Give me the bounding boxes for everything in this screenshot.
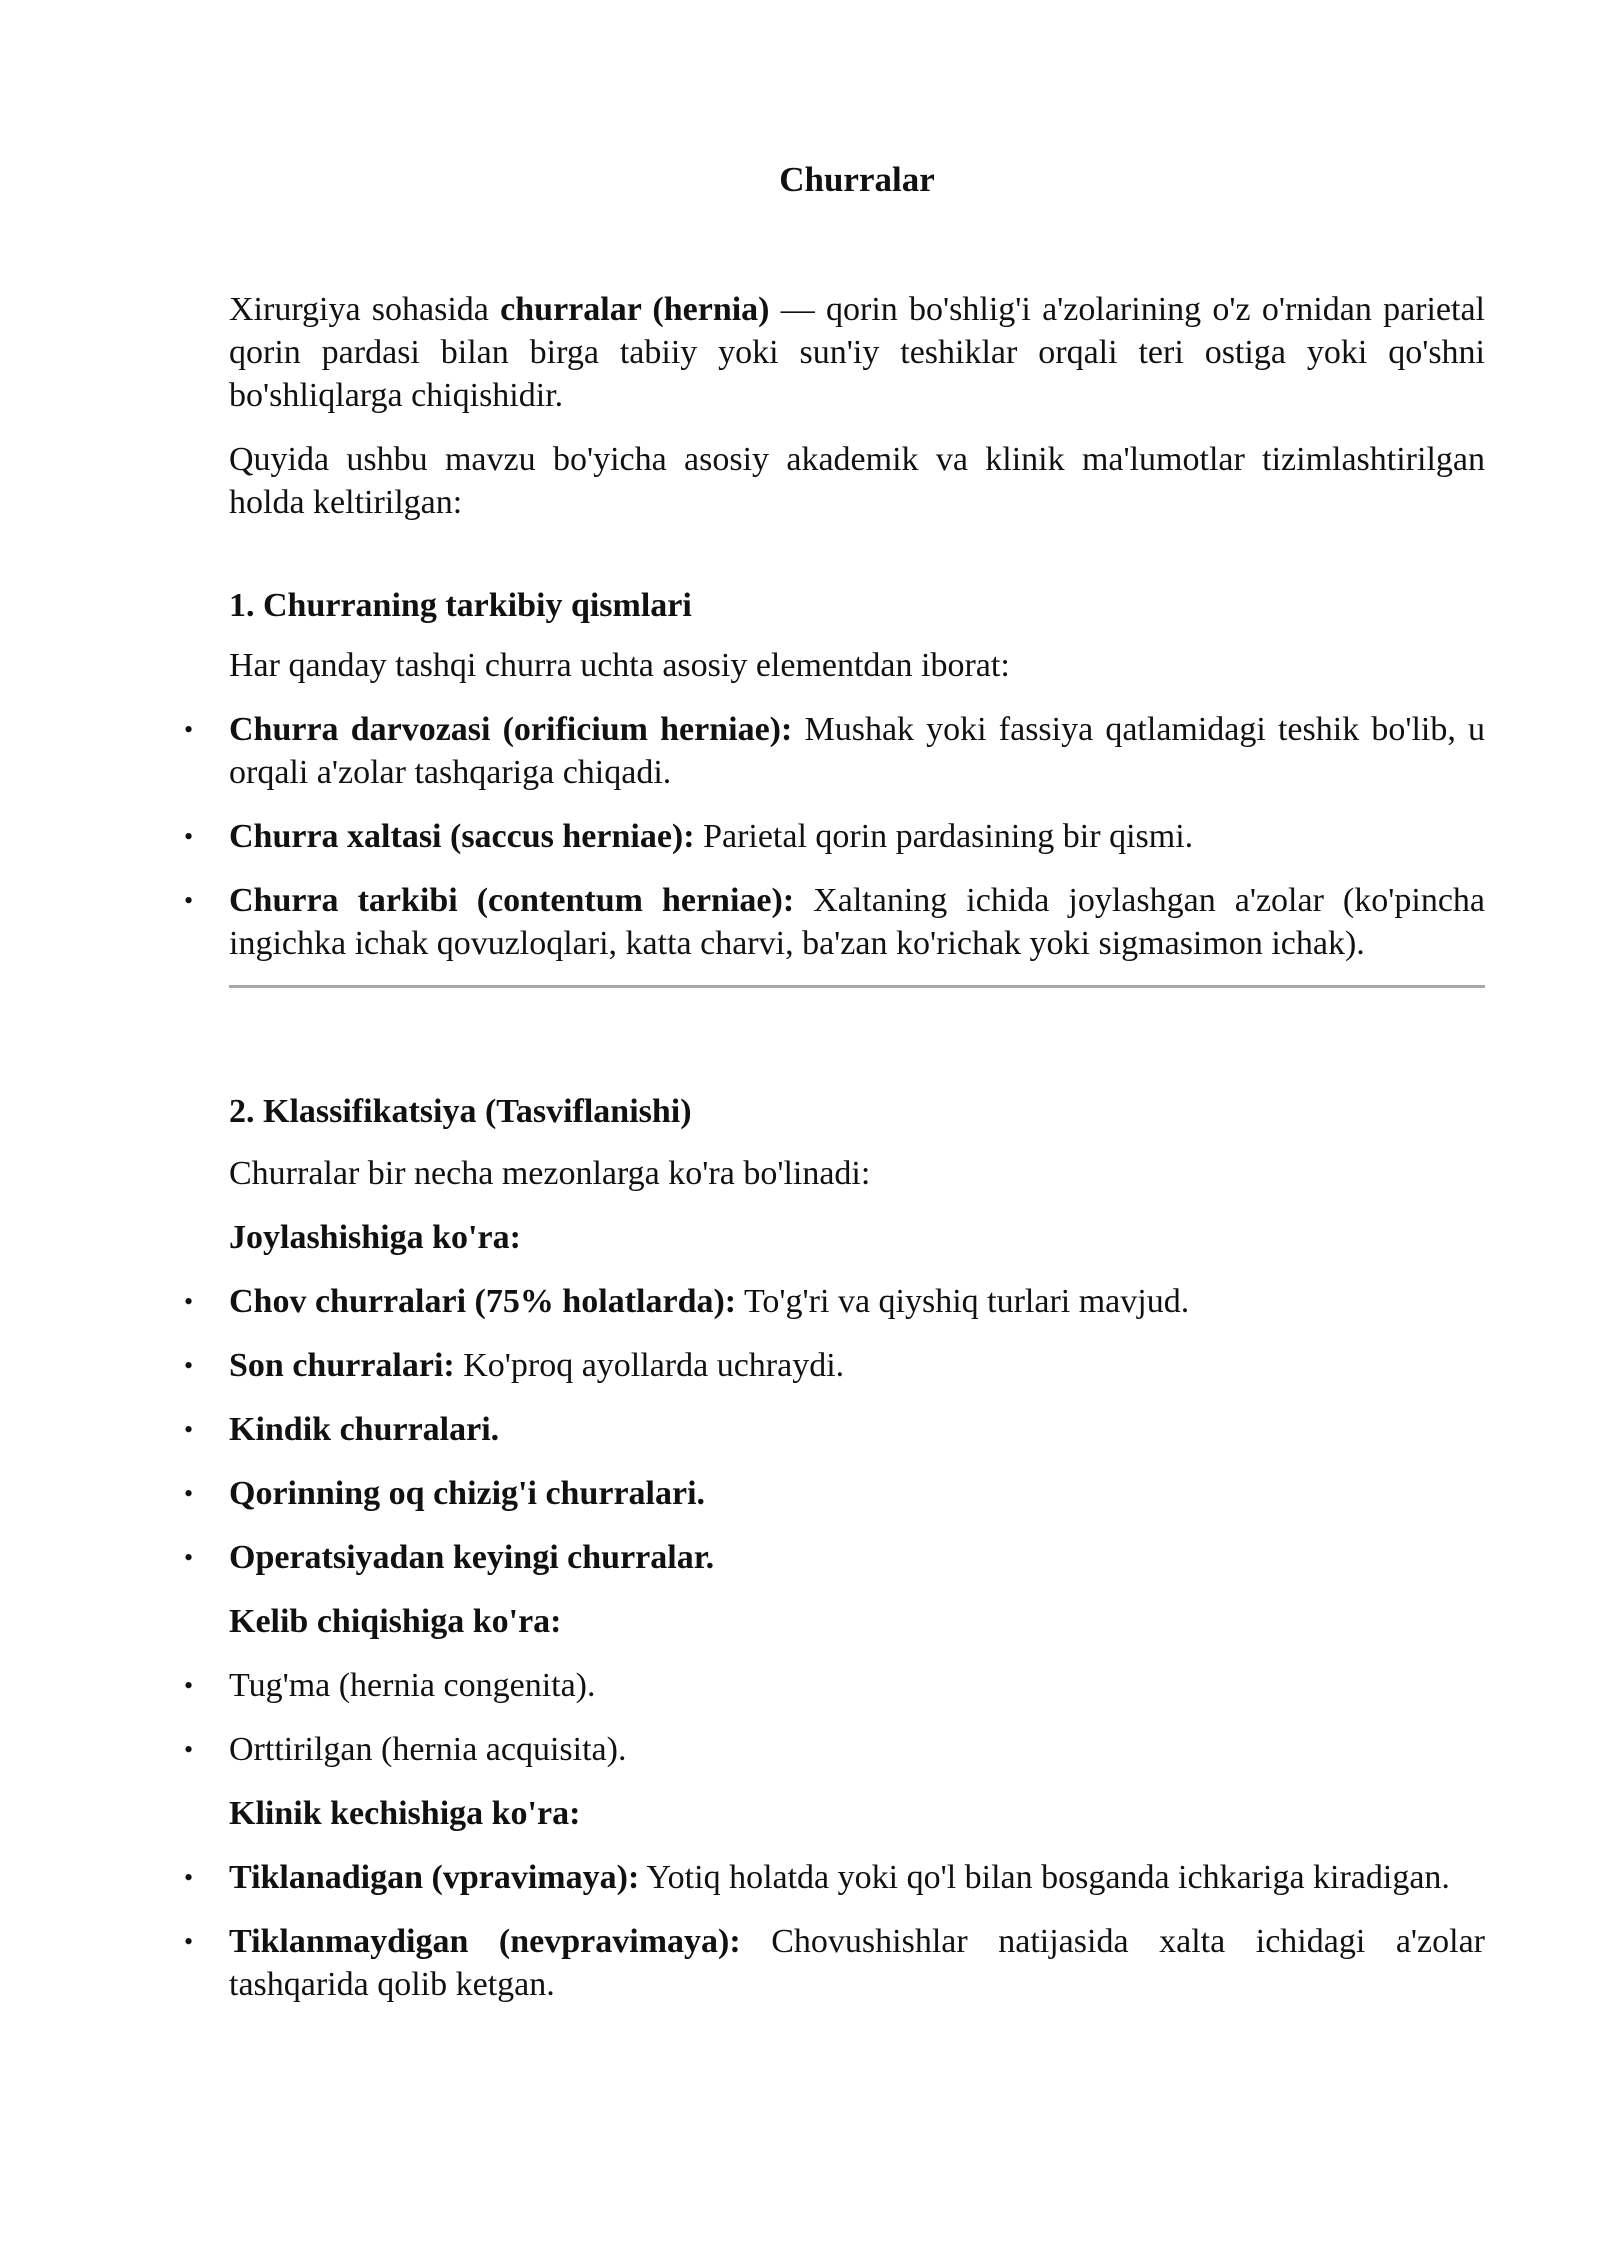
list-item — [184, 1536, 1485, 1579]
list-item-text: Chovushishlar natijasida xalta ichidagi a'zolar tashqarida qolib ketgan. — [229, 1923, 1485, 2003]
list-item — [184, 1728, 1485, 1771]
list-item-text: Ko'proq ayollarda uchraydi. — [454, 1347, 845, 1384]
bullet-icon: • — [184, 715, 194, 744]
bullet-icon: • — [184, 1415, 194, 1444]
list-item-term: Tiklanmaydigan (nevpravimaya): — [229, 1923, 741, 1960]
list-item — [184, 1920, 1485, 2006]
list-item — [184, 815, 1485, 858]
intro-paragraph-1 — [229, 288, 1485, 417]
list-item — [184, 708, 1486, 794]
list-item-term: Tiklanadigan (vpravimaya): — [229, 1859, 640, 1896]
location-list — [184, 1280, 1485, 1579]
list-item-term: Qorinning oq chizig'i churralari. — [229, 1475, 706, 1512]
document-page — [184, 150, 1486, 2006]
bullet-icon: • — [184, 1351, 194, 1380]
bullet-icon: • — [184, 1287, 194, 1316]
list-item-term: Churra tarkibi (contentum herniae): — [229, 882, 795, 919]
document-title: Churralar — [779, 160, 935, 199]
intro-text-after: — qorin bo'shlig'i a'zolarining o'z o'rnidan parietal qorin pardasi bilan birga tabiiy yoki sun'iy teshiklar orqali teri ostiga yoki qo'shni bo'shliqlarga chiqishidir. — [229, 291, 1485, 414]
list-item-text: Tug'ma (hernia congenita). — [229, 1667, 596, 1704]
section-1-list — [184, 708, 1486, 965]
list-item-term: Operatsiyadan keyingi churralar. — [229, 1539, 715, 1576]
list-item-text: To'g'ri va qiyshiq turlari mavjud. — [736, 1283, 1190, 1320]
origin-subheading: Kelib chiqishiga ko'ra: — [229, 1603, 562, 1640]
list-item-text: Yotiq holatda yoki qo'l bilan bosganda ichkariga kiradigan. — [639, 1859, 1450, 1896]
bullet-icon: • — [184, 1543, 194, 1572]
list-item-term: Churra darvozasi (orificium herniae): — [229, 711, 793, 748]
clinical-list — [184, 1856, 1485, 2006]
list-item-text: Orttirilgan (hernia acquisita). — [229, 1731, 627, 1768]
bullet-icon: • — [184, 822, 194, 851]
list-item-term: Son churralari: — [229, 1347, 455, 1384]
origin-list — [184, 1664, 1485, 1771]
intro-paragraph-2: Quyida ushbu mavzu bo'yicha asosiy akademik va klinik ma'lumotlar tizimlashtirilgan holda keltirilgan: — [229, 441, 1485, 521]
location-subheading: Joylashishiga ko'ra: — [229, 1219, 521, 1256]
bullet-icon: • — [184, 886, 194, 915]
bullet-icon: • — [184, 1479, 194, 1508]
bullet-icon: • — [184, 1671, 194, 1700]
section-1-heading: 1. Churraning tarkibiy qismlari — [229, 587, 692, 624]
clinical-subheading: Klinik kechishiga ko'ra: — [229, 1795, 581, 1832]
list-item — [184, 1472, 1485, 1515]
list-item — [184, 1280, 1485, 1323]
list-item — [184, 1344, 1485, 1387]
section-2-heading: 2. Klassifikatsiya (Tasviflanishi) — [229, 1093, 692, 1130]
horizontal-divider — [229, 985, 1485, 988]
bullet-icon: • — [184, 1863, 194, 1892]
list-item — [184, 1856, 1485, 1899]
list-item-term: Churra xaltasi (saccus herniae): — [229, 818, 695, 855]
list-item-text: Parietal qorin pardasining bir qismi. — [694, 818, 1194, 855]
bullet-icon: • — [184, 1927, 194, 1956]
intro-text-before: Xirurgiya sohasida — [229, 291, 501, 328]
list-item — [184, 1408, 1485, 1451]
intro-bold-term: churralar (hernia) — [500, 291, 770, 328]
list-item-term: Chov churralari (75% holatlarda): — [229, 1283, 737, 1320]
section-1-intro: Har qanday tashqi churra uchta asosiy elementdan iborat: — [229, 647, 1010, 684]
list-item — [184, 1664, 1485, 1707]
list-item — [184, 879, 1485, 965]
section-2-intro: Churralar bir necha mezonlarga ko'ra bo'linadi: — [229, 1155, 871, 1192]
bullet-icon: • — [184, 1735, 194, 1764]
list-item-term: Kindik churralari. — [229, 1411, 500, 1448]
list-item-text: Mushak yoki fassiya qatlamidagi teshik bo'lib, u orqali a'zolar tashqariga chiqadi. — [229, 711, 1486, 791]
list-item-text: Xaltaning ichida joylashgan a'zolar (ko'pincha ingichka ichak qovuzloqlari, katta charvi, ba'zan ko'richak yoki sigmasimon ichak). — [229, 882, 1485, 962]
